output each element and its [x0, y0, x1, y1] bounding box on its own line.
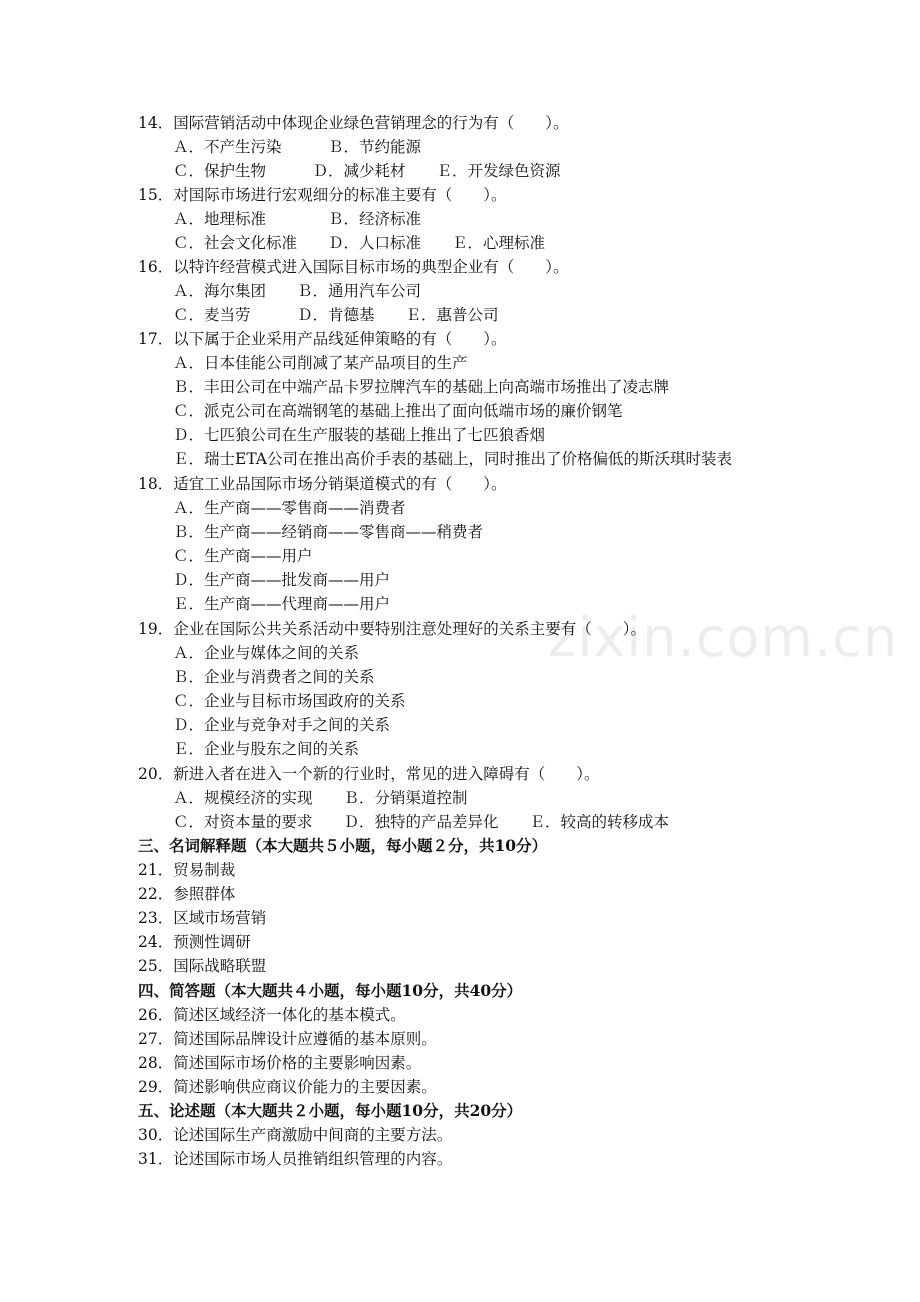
- q17-option-b: Ｂ．丰田公司在中端产品卡罗拉牌汽车的基础上向高端市场推出了凌志牌: [173, 378, 670, 396]
- q16-options-ab: Ａ．海尔集团 Ｂ．通用汽车公司: [173, 282, 422, 300]
- section-5-heading: 五、论述题（本大题共２小题，每小题10分，共20分）: [138, 1101, 523, 1120]
- q17-option-a: Ａ．日本佳能公司削减了某产品项目的生产: [173, 354, 468, 372]
- q15-options-cde: Ｃ．社会文化标准 Ｄ．人口标准 Ｅ．心理标准: [173, 234, 546, 252]
- q14-options-ab: Ａ．不产生污染 Ｂ．节约能源: [173, 138, 422, 156]
- question-23: 23．区域市场营销: [138, 909, 267, 927]
- question-14: 14．国际营销活动中体现企业绿色营销理念的行为有（ ）。: [138, 114, 569, 132]
- question-17: 17．以下属于企业采用产品线延伸策略的有（ ）。: [138, 330, 507, 348]
- question-19: 19．企业在国际公共关系活动中要特别注意处理好的关系主要有（ ）。: [138, 620, 646, 638]
- question-29: 29．简述影响供应商议价能力的主要因素。: [138, 1078, 437, 1096]
- q19-option-a: Ａ．企业与媒体之间的关系: [173, 644, 360, 662]
- q20-options-cde: Ｃ．对资本量的要求 Ｄ．独特的产品差异化 Ｅ．较高的转移成本: [173, 813, 670, 831]
- q19-option-b: Ｂ．企业与消费者之间的关系: [173, 668, 375, 686]
- question-28: 28．简述国际市场价格的主要影响因素。: [138, 1054, 422, 1072]
- q18-option-b: Ｂ．生产商——经销商——零售商——稍费者: [173, 523, 484, 541]
- watermark: zixin.com.cn: [548, 606, 899, 669]
- section-4-heading: 四、简答题（本大题共４小题，每小题10分，共40分）: [138, 981, 523, 1000]
- q19-option-d: Ｄ．企业与竞争对手之间的关系: [173, 716, 391, 734]
- question-21: 21．贸易制裁: [138, 861, 236, 879]
- question-22: 22．参照群体: [138, 885, 236, 903]
- q18-option-d: Ｄ．生产商——批发商——用户: [173, 571, 391, 589]
- question-30: 30．论述国际生产商激励中间商的主要方法。: [138, 1126, 453, 1144]
- question-31: 31．论述国际市场人员推销组织管理的内容。: [138, 1150, 453, 1168]
- q17-option-c: Ｃ．派克公司在高端钢笔的基础上推出了面向低端市场的廉价钢笔: [173, 402, 623, 420]
- q17-option-d: Ｄ．七匹狼公司在生产服装的基础上推出了七匹狼香烟: [173, 426, 546, 444]
- section-3-heading: 三、名词解释题（本大题共５小题，每小题２分，共10分）: [138, 836, 548, 855]
- question-15: 15．对国际市场进行宏观细分的标准主要有（ ）。: [138, 186, 507, 204]
- q18-option-c: Ｃ．生产商——用户: [173, 547, 313, 565]
- question-24: 24．预测性调研: [138, 933, 251, 951]
- q16-options-cde: Ｃ．麦当劳 Ｄ．肯德基 Ｅ．惠普公司: [173, 306, 499, 324]
- question-25: 25．国际战略联盟: [138, 957, 267, 975]
- question-16: 16．以特许经营模式进入国际目标市场的典型企业有（ ）。: [138, 258, 569, 276]
- q14-options-cde: Ｃ．保护生物 Ｄ．减少耗材 Ｅ．开发绿色资源: [173, 162, 561, 180]
- q18-option-e: Ｅ．生产商——代理商——用户: [173, 595, 391, 613]
- question-18: 18．适宜工业品国际市场分销渠道模式的有（ ）。: [138, 475, 507, 493]
- q20-options-ab: Ａ．规模经济的实现 Ｂ．分销渠道控制: [173, 789, 468, 807]
- question-20: 20．新进入者在进入一个新的行业时，常见的进入障碍有（ ）。: [138, 765, 600, 783]
- question-27: 27．简述国际品牌设计应遵循的基本原则。: [138, 1030, 437, 1048]
- q19-option-c: Ｃ．企业与目标市场国政府的关系: [173, 692, 406, 710]
- q15-options-ab: Ａ．地理标准 Ｂ．经济标准: [173, 210, 422, 228]
- q17-option-e: Ｅ．瑞士ETA公司在推出高价手表的基础上，同时推出了价格偏低的斯沃琪时装表: [173, 450, 733, 468]
- q18-option-a: Ａ．生产商——零售商——消费者: [173, 499, 406, 517]
- q19-option-e: Ｅ．企业与股东之间的关系: [173, 740, 360, 758]
- question-26: 26．简述区域经济一体化的基本模式。: [138, 1006, 406, 1024]
